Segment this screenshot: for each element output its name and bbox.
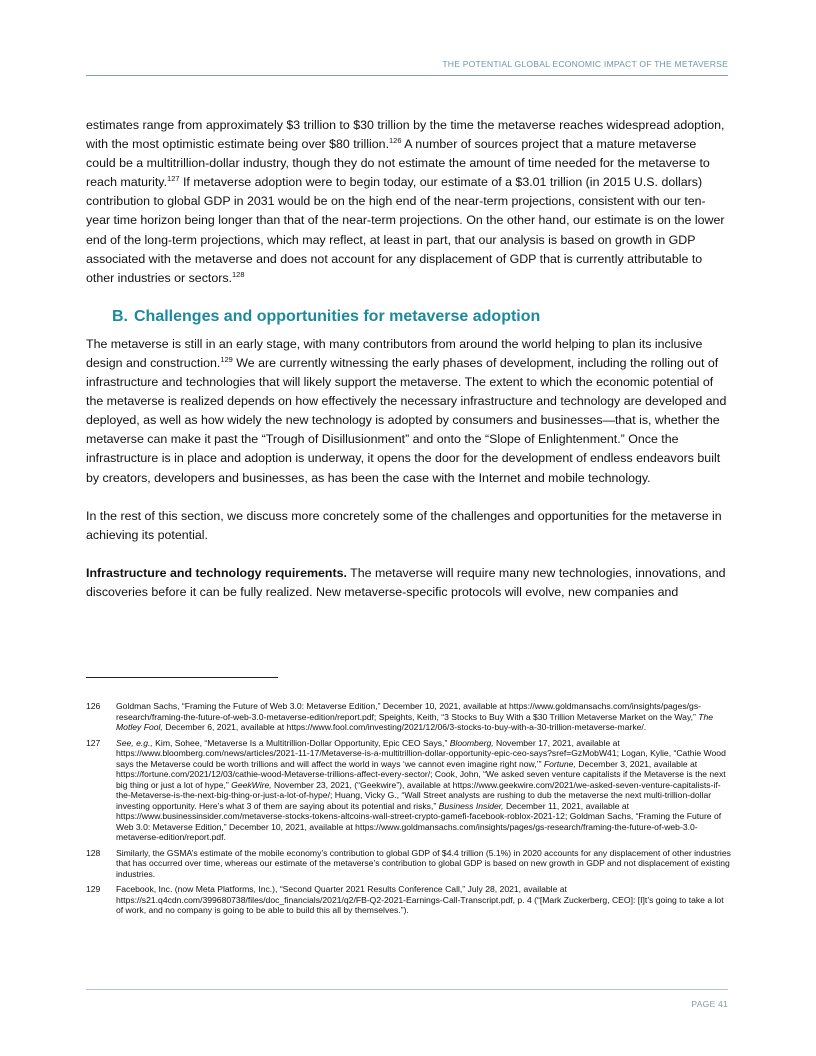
footnote-segment: November 17, 2021, available at https://www.bloomberg.com/news/articles/2021-11-17/Metaverse-is-a-multitrillion-dollar-opportunity-epic-ceo-says?sref=GzMobW41; Logan, Kylie, “Cathie Wood says the Metaverse could be worth trillions and will affect the world in ways ‘we cannot even imagine right now,’”: [116, 737, 726, 769]
footnote-127: [86, 738, 731, 843]
footnote-signal: See, e.g.,: [116, 737, 153, 748]
footnotes: [86, 701, 731, 921]
section-heading: [112, 307, 728, 327]
footnote-number: 126: [86, 701, 101, 711]
footnote-segment: December 11, 2021, available at https://www.businessinsider.com/metaverse-stocks-tokens-altcoins-wall-street-crypto-gamefi-facebook-roblox-2021-12; Goldman Sachs, “Framing the Future of Web 3.0: Metaverse Edition,” December 10, 2021, available at https://www.goldmansachs.com/insights/pages/gs-research/framing-the-future-of-web-3.0-metaverse-edition/report.pdf.: [116, 800, 722, 842]
footnote-ref-126[interactable]: 126: [389, 136, 402, 146]
footnote-source-title: GeekWire,: [231, 779, 272, 790]
paragraph-gdp-estimates: [86, 116, 728, 288]
paragraph-text: If metaverse adoption were to begin today, our estimate of a $3.01 trillion (in 2015 U.S. dollars) contribution to global GDP in 2031 would be on the high end of the near-term projections, consistent with our ten-year time horizon being longer than that of the near-term projections. On the other hand, our estimate is on the lower end of the long-term projections, which may reflect, at least in part, that our analysis is based on growth in GDP associated with the metaverse and does not account for any displacement of GDP that is currently attributable to other industries or sectors.: [86, 175, 725, 285]
page-number: PAGE 41: [691, 999, 728, 1009]
main-content: [86, 116, 728, 602]
paragraph-text: estimates range from approximately $3 trillion to $30 trillion by the time the metaverse reaches widespread adoption, with the most optimistic estimate being over $80 trillion.: [86, 118, 725, 152]
running-header: [86, 56, 728, 76]
footnote-ref-129[interactable]: 129: [220, 354, 233, 364]
paragraph-text: A number of sources project that a mature metaverse could be a multitrillion-dollar industry, though they do not estimate the amount of time needed for the metaverse to reach maturity.: [86, 137, 710, 190]
footnote-segment: December 3, 2021, available at https://fortune.com/2021/12/03/cathie-wood-Metaverse-trillions-affect-every-sector/; Cook, John, “We asked seven venture capitalists if the Metaverse is the next big thing or just a lot of hype,”: [116, 758, 726, 790]
footnote-text: [116, 701, 731, 733]
section-letter: B.: [112, 307, 128, 325]
footnote-ref-128[interactable]: 128: [232, 269, 245, 279]
footnote-text: Similarly, the GSMA’s estimate of the mobile economy’s contribution to global GDP of $4.4 trillion (5.1%) in 2020 accounts for any displacement of other industries that has occurred over time, whereas our estimate of the metaverse’s contribution to global GDP is based on new growth in GDP and not displacement of existing industries.: [116, 847, 731, 879]
paragraph-text: We are currently witnessing the early phases of development, including the rolling out of infrastructure and technologies that will likely support the metaverse. The extent to which the economic potential of the metaverse is realized depends on how effectively the necessary infrastructure and technology are developed and deployed, as well as how widely the new technology is adopted by consumers and businesses—that is, whether the metaverse can make it past the “Trough of Disillusionment” and onto the “Slope of Enlightenment.” Once the infrastructure is in place and adoption is underway, it opens the door for the development of endless endeavors built by creators, developers and businesses, as has been the case with the Internet and mobile technology.: [86, 355, 727, 485]
footnote-segment: December 6, 2021, available at https://www.fool.com/investing/2021/12/06/3-stocks-to-buy-with-a-30-trillion-metaverse-marke/.: [162, 722, 647, 732]
footnote-text: Facebook, Inc. (now Meta Platforms, Inc.), “Second Quarter 2021 Results Conference Call,” July 28, 2021, available at https://s21.q4cdn.com/399680738/files/doc_financials/2021/q2/FB-Q2-2021-Earnings-Call-Transcript.pdf, p. 4 (“[Mark Zuckerberg, CEO]: [I]t’s going to take a lot of work, and no company is going to be able to build this all by themselves.”).: [116, 884, 724, 915]
footnote-128: [86, 848, 731, 880]
footnote-129: [86, 884, 731, 916]
section-title: Challenges and opportunities for metaverse adoption: [134, 307, 541, 325]
footnote-number: 128: [86, 847, 101, 858]
footer-separator: [86, 989, 728, 990]
footnote-number: 127: [86, 737, 101, 748]
footnote-source-title: Fortune,: [543, 758, 576, 769]
footnote-source-title: Business Insider,: [438, 800, 504, 811]
paragraph-early-stage: [86, 335, 728, 488]
header-title: THE POTENTIAL GLOBAL ECONOMIC IMPACT OF THE METAVERSE: [442, 59, 728, 69]
footnote-number: 129: [86, 884, 101, 894]
footnote-source-title: Bloomberg,: [449, 737, 494, 748]
paragraph-text: The metaverse is still in an early stage, with many contributors from around the world helping to plan its inclusive design and construction.: [86, 336, 703, 370]
footnote-separator: [86, 677, 278, 678]
footnote-segment: November 23, 2021, (“Geekwire”), available at https://www.geekwire.com/2021/we-asked-seven-venture-capitalists-if-the-Metaverse-is-the-next-big-thing-or-just-a-lot-of-hype/; Huang, Vicky G., “Wall Street analysts are rushing to dub the metaverse the next multi-trillion-dollar investing opportunity. Here’s what 3 of them are saying about its potential and risks,”: [116, 779, 721, 811]
paragraph-infrastructure: [86, 564, 728, 602]
footnote-text: [116, 738, 731, 843]
paragraph-section-intro: In the rest of this section, we discuss more concretely some of the challenges and opportunities for the metaverse in achieving its potential.: [86, 508, 722, 542]
footnote-126: [86, 701, 731, 733]
footnote-source-title: The Motley Fool,: [116, 711, 714, 732]
footnote-segment: Kim, Sohee, “Metaverse Is a Multitrillion-Dollar Opportunity, Epic CEO Says,”: [152, 737, 450, 748]
footnote-ref-127[interactable]: 127: [167, 174, 180, 184]
paragraph-lead-in: Infrastructure and technology requirements.: [86, 565, 347, 580]
footnote-segment: Goldman Sachs, “Framing the Future of Web 3.0: Metaverse Edition,” December 10, 2021, available at https://www.goldmansachs.com/insights/pages/gs-research/framing-the-future-of-web-3.0-metaverse-edition/report.pdf; Speights, Keith, “3 Stocks to Buy With a $30 Trillion Metaverse Market on the Way,”: [116, 701, 701, 722]
paragraph-text: The metaverse will require many new technologies, innovations, and discoveries before it can be fully realized. New metaverse-specific protocols will evolve, new companies and: [86, 565, 726, 599]
